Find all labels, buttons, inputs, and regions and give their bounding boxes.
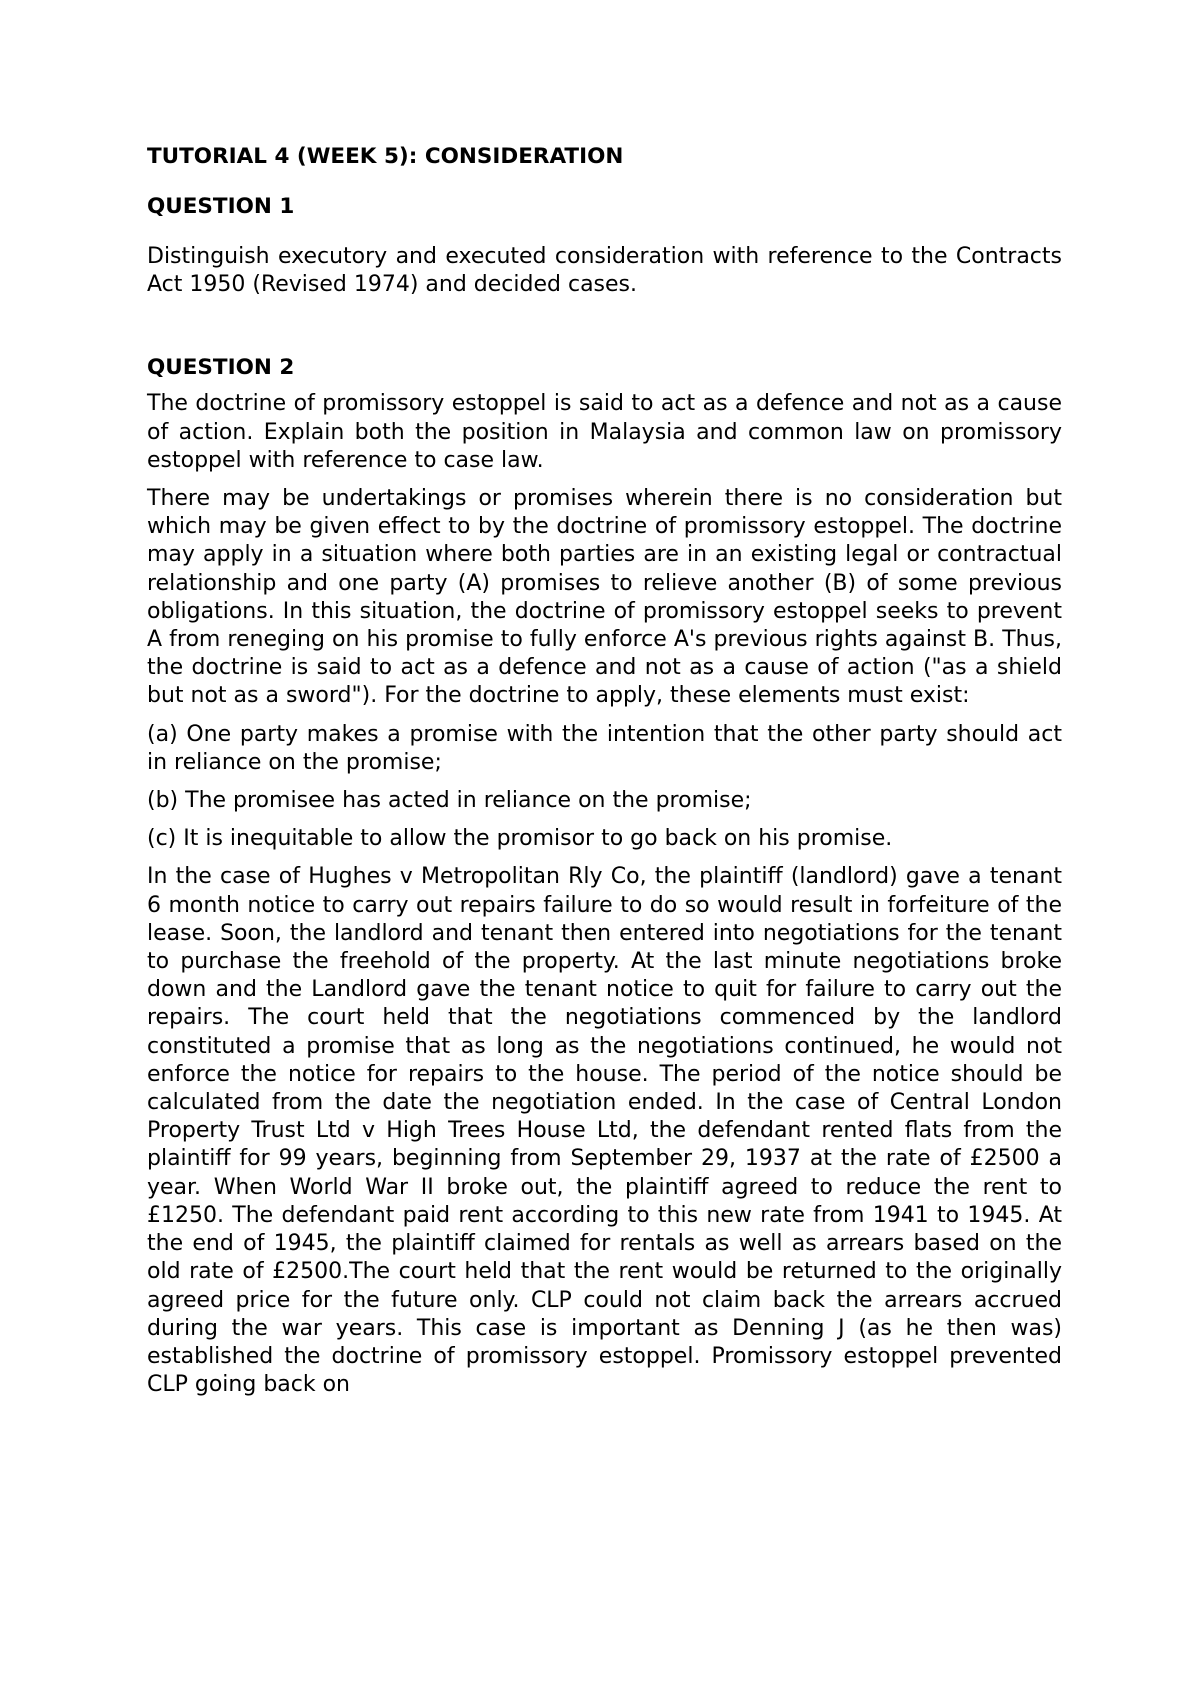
document-page	[147, 143, 1062, 1409]
question-1-text: Distinguish executory and executed consideration with reference to the Contracts Act 1950 (Revised 1974) and decided cases.	[147, 244, 1062, 298]
answer-intro-paragraph: There may be undertakings or promises wherein there is no consideration but which may be given effect to by the doctrine of promissory estoppel. The doctrine may apply in a situation where both parties are in an existing legal or contractual relationship and one party (A) promises to relieve another (B) of some previous obligations. In this situation, the doctrine of promissory estoppel seeks to prevent A from reneging on his promise to fully enforce A's previous rights against B. Thus, the doctrine is said to act as a defence and not as a cause of action ("as a shield but not as a sword"). For the doctrine to apply, these elements must exist:	[147, 486, 1062, 709]
case-law-paragraph: In the case of Hughes v Metropolitan Rly Co, the plaintiff (landlord) gave a tenant 6 month notice to carry out repairs failure to do so would result in forfeiture of the lease. Soon, the landlord and tenant then entered into negotiations for the tenant to purchase the freehold of the property. At the last minute negotiations broke down and the Landlord gave the tenant notice to quit for failure to carry out the repairs. The court held that the negotiations commenced by the landlord constituted a promise that as long as the negotiations continued, he would not enforce the notice for repairs to the house. The period of the notice should be calculated from the date the negotiation ended. In the case of Central London Property Trust Ltd v High Trees House Ltd, the defendant rented flats from the plaintiff for 99 years, beginning from September 29, 1937 at the rate of £2500 a year. When World War II broke out, the plaintiff agreed to reduce the rent to £1250. The defendant paid rent according to this new rate from 1941 to 1945. At the end of 1945, the plaintiff claimed for rentals as well as arrears based on the old rate of £2500.The court held that the rent would be returned to the originally agreed price for the future only. CLP could not claim back the arrears accrued during the war years. This case is important as Denning J (as he then was) established the doctrine of promissory estoppel. Promissory estoppel prevented CLP going back on	[147, 864, 1062, 1398]
element-b: (b) The promisee has acted in reliance on the promise;	[147, 788, 752, 814]
document-title: TUTORIAL 4 (WEEK 5): CONSIDERATION	[147, 144, 624, 169]
element-a: (a) One party makes a promise with the intention that the other party should act in reliance on the promise;	[147, 721, 1062, 775]
question-1-heading: QUESTION 1	[147, 194, 295, 219]
question-2-prompt: The doctrine of promissory estoppel is said to act as a defence and not as a cause of action. Explain both the position in Malaysia and common law on promissory estoppel with reference to case law.	[147, 391, 1062, 473]
element-c: (c) It is inequitable to allow the promisor to go back on his promise.	[147, 826, 893, 852]
question-2-heading: QUESTION 2	[147, 355, 295, 381]
